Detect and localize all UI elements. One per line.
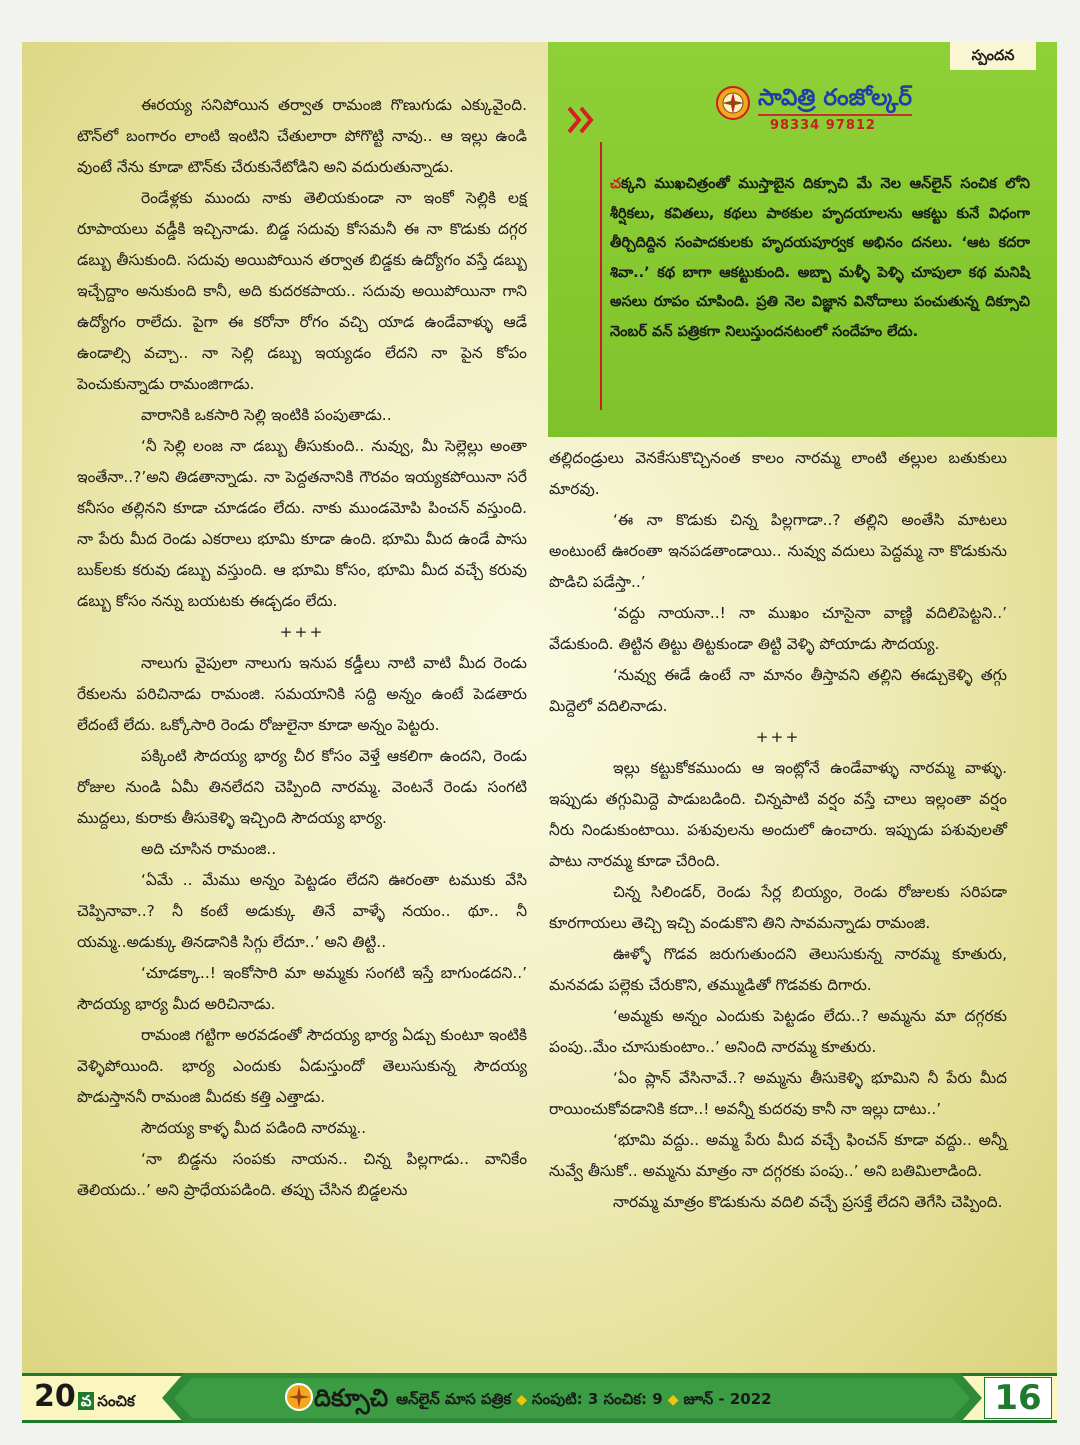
diamond-icon: ◆ xyxy=(516,1392,527,1408)
double-chevron-icon xyxy=(566,100,596,140)
page-number: 16 xyxy=(984,1377,1052,1419)
paragraph: ‘నీ సెల్లి లంజ నా డబ్బు తీసుకుంది.. నువ్వు, మీ సెల్లెల్లు అంతా ఇంతేనా..?’అని తిడతాన్నాడు. నా పెద్దతనానికి గౌరవం ఇయ్యకపోయినా సరే కనీసం తల్లినని కూడా చూడడం లేదు. నాకు ముండమోపి పించన్ వస్తుంది. నా పేరు మీద రెండు ఎకరాలు భూమి కూడా ఉంది. భూమి మీద ఉండే పాసు బుక్‌లకు కరువు డబ్బు వస్తుంది. ఆ భూమి కోసం, భూమి మీద వచ్చే కరువు డబ్బు కోసం నన్ను బయటకు ఈడ్చడం లేదు. xyxy=(77,437,527,610)
paragraph: ‘అమ్మకు అన్నం ఎందుకు పెట్టడం లేదు..? అమ్మను మా దగ్గరకు పంపు..మేం చూసుకుంటాం..’ అనింది నారమ్మ కూతురు. xyxy=(549,1007,1007,1056)
paragraph: సౌదయ్య కాళ్ళ మీద పడింది నారమ్మ.. xyxy=(141,1119,367,1137)
magazine-name: దిక్సూచి xyxy=(314,1383,389,1412)
paragraph: తల్లిదండ్రులు వెనకేసుకొచ్చినంత కాలం నారమ్మ లాంటి తల్లుల బతుకులు మారవు. xyxy=(549,449,1007,498)
paragraph: రెండేళ్లకు ముందు నాకు తెలియకుండా నా ఇంకో సెల్లికి లక్ష రూపాయలు వడ్డీకి ఇచ్చినాడు. బిడ్డ సదువు కోసమనీ ఈ నా కొడుకు దగ్గర డబ్బు తీసుకుంది. సదువు అయిపోయిన తర్వాత బిడ్డకు ఉద్యోగం వస్తే డబ్బు ఇచ్చేద్దాం అనుకుంది కానీ, అది కుదరకపాయ.. సదువు అయిపోయినా గాని ఉద్యోగం రాలేదు. పైగా ఈ కరోనా రోగం వచ్చి యాడ ఉండేవాళ్ళు ఆడే ఉండాల్సి వచ్చా.. నా సెల్లి డబ్బు ఇయ్యడం లేదని నా పైన కోపం పెంచుకున్నాడు రామంజిగాడు. xyxy=(77,189,527,393)
issue-badge xyxy=(34,1377,135,1417)
diamond-icon: ◆ xyxy=(667,1392,679,1408)
response-text xyxy=(610,170,1030,347)
left-column xyxy=(77,90,527,1206)
paragraph: ఈరయ్య సనిపోయిన తర్వాత రామంజి గొణుగుడు ఎక్కువైంది. టౌన్‌లో బంగారం లాంటి ఇంటిని చేతులారా పోగొట్టి నావు.. ఆ ఇల్లు ఉండి వుంటే నేను కూడా టౌన్‌కు చేరుకునేటోడిని అని వదురుతున్నాడు. xyxy=(77,96,527,176)
compass-emblem-icon xyxy=(716,86,750,120)
paragraph: ‘నా బిడ్డను సంపకు నాయన.. చిన్న పిల్లగాడు.. వానికేం తెలియదు..’ అని ప్రాధేయపడింది. తప్పు చేసిన బిడ్డలను xyxy=(77,1150,527,1199)
paragraph: ‘వద్దు నాయనా..! నా ముఖం చూసైనా వాణ్ణి వదిలిపెట్టని..’ వేడుకుంది. తిట్టిన తిట్టు తిట్టకుండా తిట్టి వెళ్ళి పోయాడు సౌదయ్య. xyxy=(549,604,1007,653)
section-separator: +++ xyxy=(755,728,801,746)
response-body: క్కని ముఖచిత్రంతో ముస్తాబైన దిక్సూచి మే నెల ఆన్‌లైన్ సంచిక లోని శీర్షికలు, కవితలు, కథలు పాఠకుల హృదయాలను ఆకట్టు కునే విధంగా తీర్చిదిద్దిన సంపాదకులకు హృదయపూర్వక అభినం దనలు. ‘ఆట కదరా శివా..’ కథ బాగా ఆకట్టుకుంది. అబ్బా మళ్ళీ పెళ్ళి చూపులా కథ మనిషి అసలు రూపం చూపింది. ప్రతి నెల విజ్ఞాన వినోదాలు పంచుతున్న దిక్సూచి నెంబర్ వన్ పత్రికగా నిలుస్తుందనటంలో సందేహం లేదు. xyxy=(610,176,1030,340)
page-footer xyxy=(22,1373,1057,1423)
paragraph: ‘ఏం ప్లాన్ వేసినావే..? అమ్మను తీసుకెళ్ళి భూమిని నీ పేరు మీద రాయించుకోవడానికి కదా..! అవన్నీ కుదరవు కానీ నా ఇల్లు దాటు..’ xyxy=(549,1069,1007,1118)
paragraph: నారమ్మ మాత్రం కొడుకును వదిలి వచ్చే ప్రసక్తే లేదని తెగేసి చెప్పింది. xyxy=(613,1193,1003,1211)
paragraph: చిన్న సిలిండర్, రెండు సేర్ల బియ్యం, రెండు రోజులకు సరిపడా కూరగాయలు తెచ్చి ఇచ్చి వండుకొని తిని సావమన్నాడు రామంజి. xyxy=(549,883,1007,932)
issue-number: 20 xyxy=(34,1379,76,1414)
paragraph: ‘ఏమే .. మేము అన్నం పెట్టడం లేదని ఊరంతా టముకు వేసి చెప్పినావా..? నీ కంటే అడుక్కు తినే వాళ్ళే నయం.. థూ.. నీ యమ్మ..అడుక్కు తినడానికి సిగ్గు లేదూ..’ అని తిట్టి.. xyxy=(77,871,527,951)
paragraph: ‘భూమి వద్దు.. అమ్మ పేరు మీద వచ్చే ఫించన్ కూడా వద్దు.. అన్నీ నువ్వే తీసుకో.. అమ్మను మాత్రం నా దగ్గరకు పంపు..’ అని బతిమిలాడింది. xyxy=(549,1131,1007,1180)
reader-response-box xyxy=(548,42,1057,437)
magazine-page xyxy=(22,42,1057,1422)
paragraph: నాలుగు వైపులా నాలుగు ఇనుప కడ్డీలు నాటి వాటి మీద రెండు రేకులను పరిచినాడు రామంజి. సమయానికి సద్ది అన్నం ఉంటే పెడతారు లేదంటే లేదు. ఒక్కోసారి రెండు రోజులైనా కూడా అన్నం పెట్టరు. xyxy=(77,654,527,734)
section-tag: స్పందన xyxy=(950,42,1036,70)
magazine-type: ఆన్‌లైన్ మాస పత్రిక xyxy=(396,1390,512,1408)
paragraph: వారానికి ఒకసారి సెల్లి ఇంటికి పంపుతాడు.. xyxy=(141,406,392,424)
section-separator: +++ xyxy=(279,623,325,641)
paragraph: ఇల్లు కట్టుకోకముందు ఆ ఇంట్లోనే ఉండేవాళ్ళు నారమ్మ వాళ్ళు. ఇప్పుడు తగ్గుమిద్దె పాడుబడింది. చిన్నపాటి వర్షం వస్తే చాలు ఇల్లంతా వర్షం నీరు నిండుకుంటాయి. పశువులను అందులో ఉంచారు. ఇప్పుడు పశువులతో పాటు నారమ్మ కూడా చేరింది. xyxy=(549,759,1007,870)
dropcap: చ xyxy=(610,176,622,192)
issue-suffix: వ xyxy=(78,1392,95,1410)
paragraph: అది చూసిన రామంజి.. xyxy=(141,840,277,858)
paragraph: ‘చూడక్కా..! ఇంకోసారి మా అమ్మకు సంగటి ఇస్తే బాగుండదని..’ సౌదయ్య భార్య మీద అరిచినాడు. xyxy=(77,964,527,1013)
paragraph: ఊళ్ళో గొడవ జరుగుతుందని తెలుసుకున్న నారమ్మ కూతురు, మనవడు పల్లెకు చేరుకొని, తమ్ముడితో గొడవకు దిగారు. xyxy=(549,945,1007,994)
paragraph: ‘ఈ నా కొడుకు చిన్న పిల్లగాడా..? తల్లిని అంతేసి మాటలు అంటుంటే ఊరంతా ఇనపడతాండాయి.. నువ్వు వదులు పెద్దమ్మ నా కొడుకును పొడిచి పడేస్తా..’ xyxy=(549,511,1007,591)
accent-rule xyxy=(600,142,602,410)
paragraph: ‘నువ్వు ఈడే ఉంటే నా మానం తీస్తావని తల్లిని ఈడ్చుకెళ్ళి తగ్గు మిద్దెలో వదిలినాడు. xyxy=(549,666,1007,715)
paragraph: రామంజి గట్టిగా అరవడంతో సౌదయ్య భార్య ఏడ్చు కుంటూ ఇంటికి వెళ్ళిపోయింది. భార్య ఎందుకు ఏడుస్తుందో తెలుసుకున్న సౌదయ్య పొడుస్తాననీ రామంజి మీదకు కత్తి ఎత్తాడు. xyxy=(77,1026,527,1106)
issue-date: జూన్ - 2022 xyxy=(683,1390,772,1408)
paragraph: పక్కింటి సౌదయ్య భార్య చీర కోసం వెళ్తే ఆకలిగా ఉందని, రెండు రోజుల నుండి ఏమీ తినలేదని చెప్పింది నారమ్మ. వెంటనే రెండు సంగటి ముద్దలు, కురాకు తీసుకెళ్ళి ఇచ్చింది సౌదయ్య భార్య. xyxy=(77,747,527,827)
author-name: సావిత్రి రంజోల్కర్ xyxy=(758,82,912,116)
issue-label: సంచిక xyxy=(97,1392,135,1410)
author-phone: 98334 97812 xyxy=(770,118,876,133)
right-column xyxy=(549,443,1007,1218)
volume-info: సంపుటి: 3 సంచిక: 9 xyxy=(532,1390,663,1408)
footer-info xyxy=(284,1376,772,1420)
